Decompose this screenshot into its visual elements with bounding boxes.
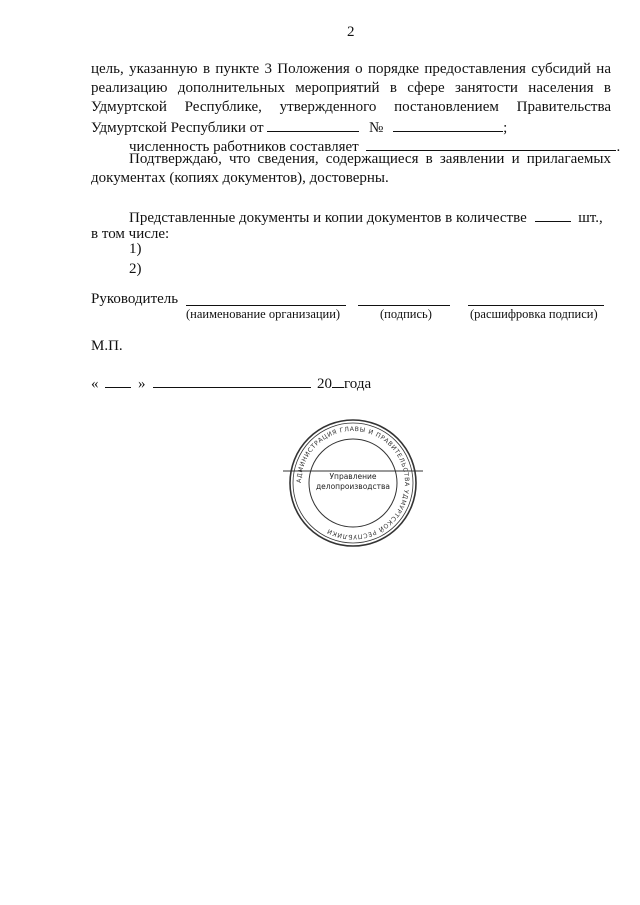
paragraph-line-4 bbox=[91, 117, 507, 138]
resolution-date-label: Удмуртской Республики от bbox=[91, 120, 264, 136]
official-stamp bbox=[283, 413, 423, 553]
stamp-center-line-1: Управление bbox=[329, 472, 377, 481]
date-year-prefix: 20 bbox=[317, 376, 332, 392]
documents-line-2: в том числе: bbox=[91, 226, 170, 242]
caption-signature: (подпись) bbox=[380, 307, 432, 321]
page-number: 2 bbox=[347, 24, 355, 40]
caption-transcript: (расшифровка подписи) bbox=[470, 307, 598, 321]
paragraph-line-3: Удмуртской Республике, утвержденного постановлением Правительства bbox=[91, 99, 611, 115]
staff-count-period: . bbox=[616, 139, 621, 155]
signature-transcript-line bbox=[468, 305, 604, 306]
documents-item-2: 2) bbox=[129, 261, 142, 277]
resolution-number-sign: № bbox=[369, 120, 384, 136]
stamp-center-line-2: делопроизводства bbox=[315, 482, 391, 491]
documents-unit: шт., bbox=[578, 210, 603, 226]
paragraph-line-2: реализацию дополнительных мероприятий в сфере занятости населения в bbox=[91, 80, 611, 96]
signature-role: Руководитель bbox=[91, 291, 179, 307]
staff-count-label: численность работников составляет bbox=[129, 139, 359, 155]
organization-name-line bbox=[186, 305, 346, 306]
date-day-blank bbox=[105, 373, 131, 388]
documents-count-label: Представленные документы и копии документов в количестве bbox=[129, 210, 527, 226]
documents-item-1: 1) bbox=[129, 241, 142, 257]
caption-organization: (наименование организации) bbox=[186, 307, 341, 321]
date-year-suffix: года bbox=[344, 376, 372, 392]
documents-count-blank bbox=[535, 207, 571, 222]
staff-count-blank bbox=[366, 136, 616, 151]
signature-line bbox=[358, 305, 450, 306]
resolution-date-blank bbox=[267, 117, 359, 132]
resolution-number-blank bbox=[393, 117, 503, 132]
confirm-line-1: Подтверждаю, что сведения, содержащиеся в заявлении и прилагаемых bbox=[129, 151, 611, 167]
date-close-quote: » bbox=[138, 376, 146, 392]
stamp-ring-text: АДМИНИСТРАЦИЯ ГЛАВЫ И ПРАВИТЕЛЬСТВА УДМУРТСКОЙ РЕСПУБЛИКИ bbox=[295, 425, 411, 541]
seal-place-mark: М.П. bbox=[91, 338, 123, 354]
date-open-quote: « bbox=[91, 376, 99, 392]
confirm-line-2: документах (копиях документов), достоверны. bbox=[91, 170, 389, 186]
line-terminator: ; bbox=[503, 120, 508, 136]
date-line bbox=[91, 373, 371, 394]
date-year-blank bbox=[332, 373, 344, 388]
paragraph-line-1: цель, указанную в пункте 3 Положения о порядке предоставления субсидий на bbox=[91, 61, 611, 77]
date-month-blank bbox=[153, 373, 311, 388]
documents-line-1 bbox=[129, 207, 603, 228]
